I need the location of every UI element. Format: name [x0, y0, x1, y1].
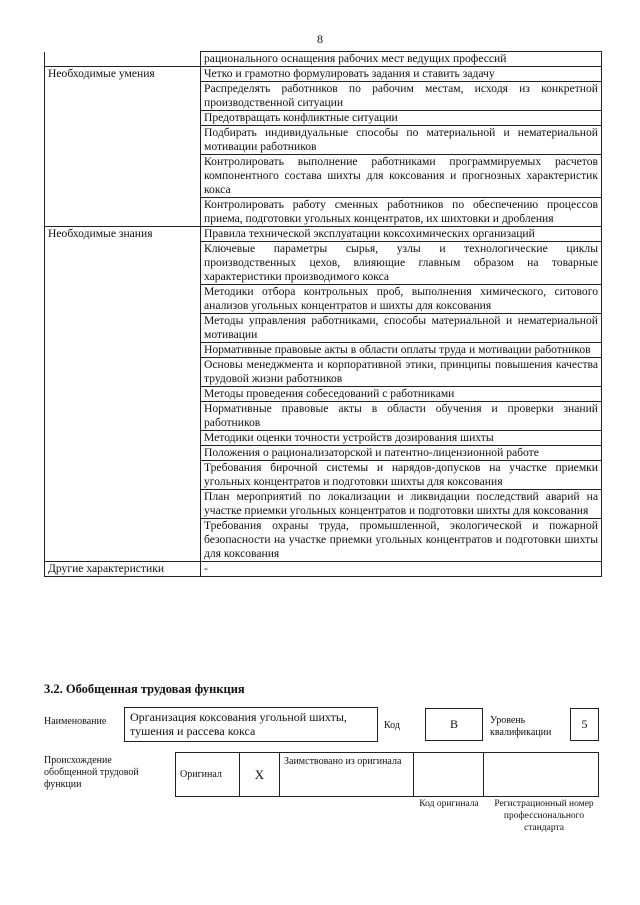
category-cell [45, 155, 201, 198]
level-box [570, 708, 599, 741]
description-cell: План мероприятий по локализации и ликвидации последствий аварий на участке приемки угольных концентратов и подготовки шихты для коксования [201, 490, 602, 519]
competency-table [44, 51, 602, 577]
table-row [45, 111, 602, 126]
table-row [45, 126, 602, 155]
description-cell: Контролировать выполнение работниками программируемых расчетов компонентного состава шихты для коксования и прогнозных характеристик кокса [201, 155, 602, 198]
category-cell [45, 242, 201, 285]
description-cell: Положения о рационализаторской и патентно-лицензионной работе [201, 446, 602, 461]
table-row [45, 242, 602, 285]
table-row [45, 358, 602, 387]
code-value: B [449, 717, 458, 731]
description-cell: Методики отбора контрольных проб, выполнения химического, ситового анализов угольных концентратов и шихты для коксования [201, 285, 602, 314]
description-cell: Основы менеджмента и корпоративной этики, принципы повышения качества трудовой жизни работников [201, 358, 602, 387]
table-row [45, 490, 602, 519]
reg-caption: Регистрационный номер профессионального стандарта [494, 799, 594, 833]
category-cell [45, 387, 201, 402]
category-cell [45, 519, 201, 562]
description-cell: Методики оценки точности устройств дозирования шихты [201, 431, 602, 446]
table-row [45, 314, 602, 343]
category-cell [45, 446, 201, 461]
description-cell: Четко и грамотно формулировать задания и ставить задачу [201, 67, 602, 82]
table-row [45, 387, 602, 402]
origin-table [175, 752, 599, 797]
table-row [45, 402, 602, 431]
description-cell: Контролировать работу сменных работников по обеспечению процессов приема, подготовки угольных концентратов, их шихтовки и дробления [201, 198, 602, 227]
category-cell [45, 82, 201, 111]
section-title: 3.2. Обобщенная трудовая функция [44, 682, 245, 696]
name-label: Наименование [44, 716, 107, 727]
function-name-value: Организация коксования угольной шихты, тушения и рассева кокса [130, 710, 347, 738]
level-value: 5 [581, 717, 588, 731]
table-row [45, 198, 602, 227]
category-cell: Необходимые знания [45, 227, 201, 242]
category-cell [45, 52, 201, 67]
page-number: 8 [317, 32, 323, 46]
category-cell [45, 198, 201, 227]
table-row [45, 155, 602, 198]
table-row [45, 82, 602, 111]
description-cell: Подбирать индивидуальные способы по материальной и нематериальной мотивации работников [201, 126, 602, 155]
description-cell: Распределять работников по рабочим местам, исходя из конкретной производственной ситуации [201, 82, 602, 111]
original-label: Оригинал [176, 753, 240, 797]
original-mark: X [240, 753, 280, 797]
category-cell [45, 343, 201, 358]
code-caption: Код оригинала [419, 799, 479, 809]
description-cell: Требования охраны труда, промышленной, экологической и пожарной безопасности на участке приемки угольных концентратов и подготовки шихты для коксования [201, 519, 602, 562]
registration-number-cell [484, 753, 599, 797]
table-row [45, 343, 602, 358]
category-cell [45, 431, 201, 446]
origin-label: Происхождение обобщенной трудовой функции [44, 755, 139, 790]
category-cell [45, 111, 201, 126]
table-row [45, 285, 602, 314]
function-name-box [124, 707, 378, 742]
category-cell [45, 285, 201, 314]
description-cell: Методы управления работниками, способы материальной и нематериальной мотивации [201, 314, 602, 343]
category-cell [45, 402, 201, 431]
category-cell: Необходимые умения [45, 67, 201, 82]
level-label: Уровень квалификации [490, 715, 552, 738]
description-cell: Ключевые параметры сырья, узлы и технологические циклы производственных цехов, влияющие главным образом на товарные характеристики производимого кокса [201, 242, 602, 285]
category-cell [45, 358, 201, 387]
table-row [45, 227, 602, 242]
table-row [45, 431, 602, 446]
description-cell: - [201, 562, 602, 577]
table-row [45, 461, 602, 490]
table-row [45, 52, 602, 67]
code-box [425, 708, 483, 741]
category-cell: Другие характеристики [45, 562, 201, 577]
table-row [45, 67, 602, 82]
description-cell: рационального оснащения рабочих мест ведущих профессий [201, 52, 602, 67]
table-row [45, 562, 602, 577]
borrowed-label: Заимствовано из оригинала [280, 753, 414, 797]
code-label: Код [384, 720, 400, 731]
category-cell [45, 490, 201, 519]
description-cell: Предотвращать конфликтные ситуации [201, 111, 602, 126]
description-cell: Требования бирочной системы и нарядов-допусков на участке приемки угольных концентратов и подготовки шихты для коксования [201, 461, 602, 490]
category-cell [45, 461, 201, 490]
description-cell: Методы проведения собеседований с работниками [201, 387, 602, 402]
category-cell [45, 126, 201, 155]
description-cell: Нормативные правовые акты в области обучения и проверки знаний работников [201, 402, 602, 431]
original-code-cell [414, 753, 484, 797]
table-row [45, 519, 602, 562]
description-cell: Правила технической эксплуатации коксохимических организаций [201, 227, 602, 242]
category-cell [45, 314, 201, 343]
table-row [45, 446, 602, 461]
description-cell: Нормативные правовые акты в области оплаты труда и мотивации работников [201, 343, 602, 358]
